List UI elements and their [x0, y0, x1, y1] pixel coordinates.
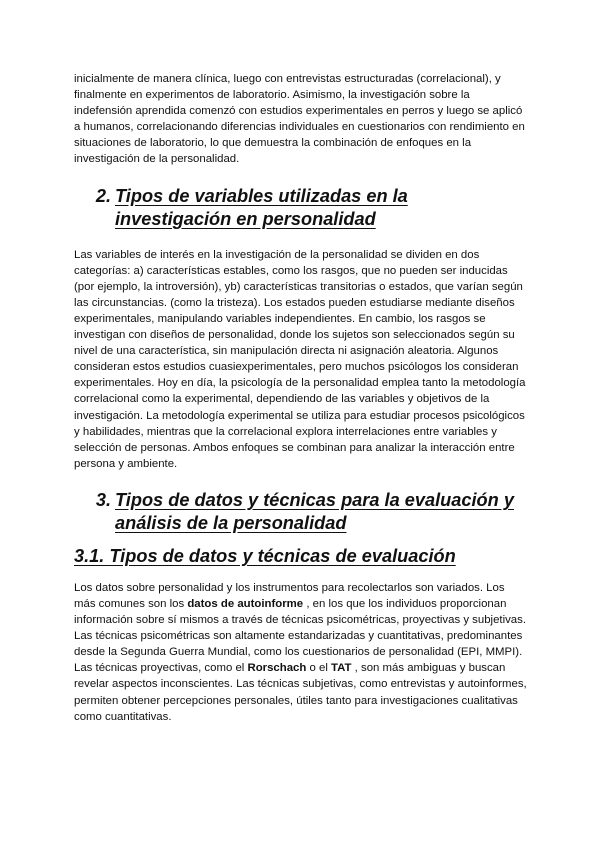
section-2-paragraph: Las variables de interés en la investigación de la personalidad se dividen en dos categorías: a) características estables, como los rasgos, que no pueden ser inducidas (por ejemplo, la introversión), yb) características transitorias o estados, que varían según las circunstancias. (como la tristeza). Los estados pueden estudiarse mediante diseños experimentales, manipulando variables independientes. En cambio, los rasgos se investigan con diseños de personalidad, donde los sujetos son seleccionados según su nivel de una característica, sin manipulación directa ni asignación aleatoria. Algunos consideran estos estudios cuasiexperimentales, pero muchos psicólogos los consideran experimentales. Hoy en día, la psicología de la personalidad emplea tanto la metodología correlacional como la experimental, dependiendo de las variables y objetivos de la investigación. La metodología experimental se utiliza para estudiar procesos psicológicos y habilidades, mientras que la correlacional explora interrelaciones entre variables y selección de personas. Ambos enfoques se combinan para analizar la interacción entre persona y ambiente. — [74, 248, 526, 470]
document-page — [74, 71, 528, 725]
text-run: Los datos sobre personalidad y los instrumentos para recolectarlos son variados. Los más comunes son los — [74, 581, 505, 610]
section-2-number: 2. — [95, 185, 111, 206]
section-3-1-paragraph — [74, 580, 528, 725]
bold-term-tat: TAT — [331, 662, 352, 675]
text-run: , en los que los individuos proporcionan información sobre sí mismos a través de técnicas psicométricas, proyectivas y subjetivas. Las técnicas psicométricas son altamente estandarizadas y cuantitativas, predominantes desde la Segunda Guerra Mundial, como los cuestionarios de personalidad (EPI, MMPI). Las técnicas proyectivas, como el — [74, 597, 526, 675]
section-2-title: Tipos de variables utilizadas en la investigación en personalidad — [115, 185, 408, 229]
section-3-title: Tipos de datos y técnicas para la evaluación y análisis de la personalidad — [115, 489, 514, 533]
intro-paragraph: inicialmente de manera clínica, luego con entrevistas estructuradas (correlacional), y finalmente en experimentos de laboratorio. Asimismo, la investigación sobre la indefensión aprendida comenzó con estudios experimentales en perros y luego se aplicó a humanos, correlacionando diferencias individuales en cuestionarios con rendimiento en situaciones de laboratorio, lo que demuestra la combinación de enfoques en la investigación de la personalidad. — [74, 73, 525, 166]
text-run: , son más ambiguas y buscan revelar aspectos inconscientes. Las técnicas subjetivas, como entrevistas y autoinformes, permiten obtener percepciones personales, útiles tanto para investigaciones cualitativas como cuantitativas. — [74, 662, 527, 723]
section-3-1-heading: 3.1. Tipos de datos y técnicas de evaluación — [74, 545, 456, 566]
bold-term-autoinforme: datos de autoinforme — [187, 597, 304, 610]
section-2-heading — [74, 185, 528, 231]
section-3-number: 3. — [95, 489, 111, 510]
bold-term-rorschach: Rorschach — [247, 662, 307, 675]
section-3-heading — [74, 489, 528, 535]
text-run: o el — [306, 662, 332, 675]
